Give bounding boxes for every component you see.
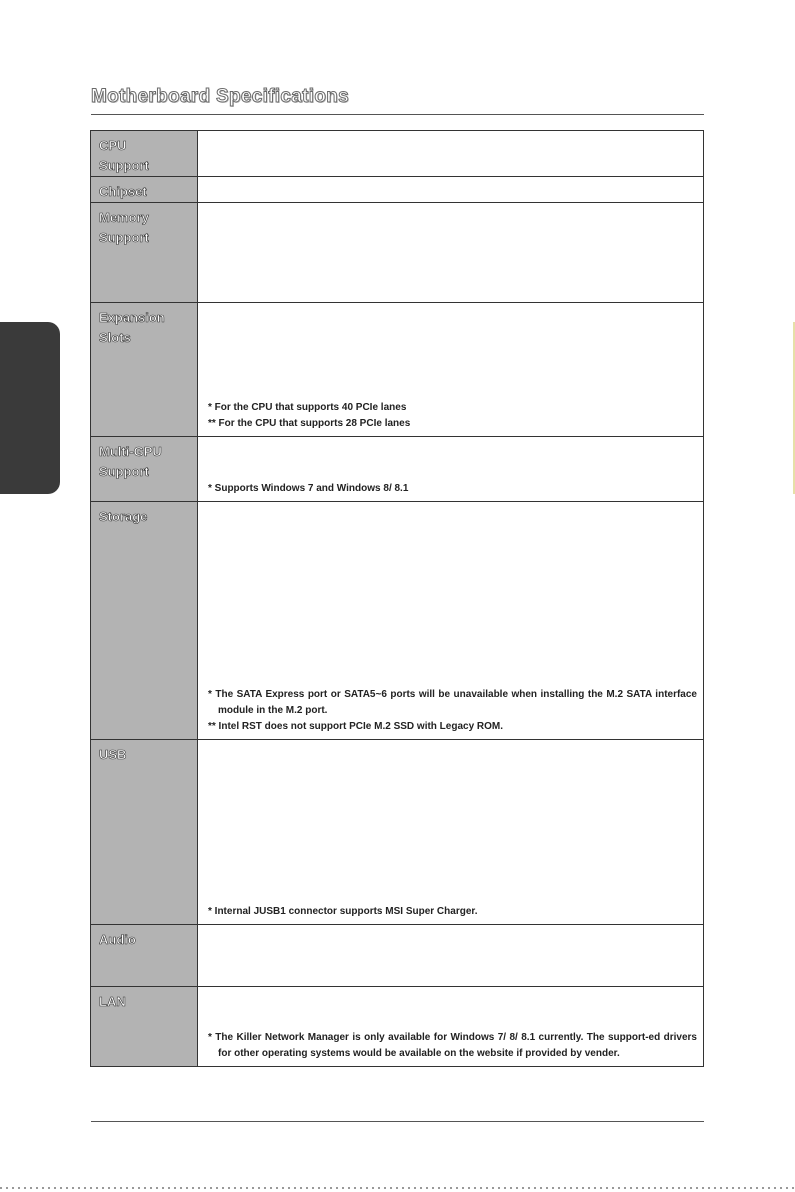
row-memory [91, 203, 704, 303]
row-content [198, 987, 704, 1067]
row-chipset [91, 177, 704, 203]
row-label: Memory Support [91, 203, 198, 303]
footnote: * For the CPU that supports 40 PCIe lanes [208, 402, 407, 413]
page-title: Motherboard Specifications [91, 86, 350, 107]
bottom-edge-dots [0, 1187, 795, 1189]
row-storage [91, 502, 704, 740]
row-lan [91, 987, 704, 1067]
footnote: * Supports Windows 7 and Windows 8/ 8.1 [208, 483, 409, 494]
row-label: Expansion Slots [91, 303, 198, 437]
row-multigpu [91, 437, 704, 502]
footnote: * The SATA Express port or SATA5~6 ports will be unavailable when installing the M.2 SATA interface module in the M.2 port. [208, 689, 697, 716]
row-label: Storage [91, 502, 198, 740]
row-label: CPU Support [91, 131, 198, 177]
row-content [198, 203, 704, 303]
spec-table [90, 130, 704, 1067]
row-content [198, 740, 704, 925]
row-label: LAN [91, 987, 198, 1067]
side-tab [0, 322, 60, 494]
footnotes [208, 687, 697, 735]
title-divider [91, 114, 704, 115]
row-expansion [91, 303, 704, 437]
row-content [198, 177, 704, 203]
footnote: * Internal JUSB1 connector supports MSI Super Charger. [208, 906, 478, 917]
row-usb [91, 740, 704, 925]
footnote: * The Killer Network Manager is only available for Windows 7/ 8/ 8.1 currently. The support-ed drivers for other operating systems would be available on the website if provided by vender. [208, 1032, 697, 1059]
footnotes [208, 400, 697, 432]
footnote: ** For the CPU that supports 28 PCIe lanes [208, 418, 411, 429]
row-content [198, 303, 704, 437]
row-content [198, 437, 704, 502]
row-label: USB [91, 740, 198, 925]
row-label: Chipset [91, 177, 198, 203]
row-label: Multi-GPU Support [91, 437, 198, 502]
footnotes [208, 904, 697, 920]
row-content [198, 925, 704, 987]
footnote: ** Intel RST does not support PCIe M.2 SSD with Legacy ROM. [208, 721, 504, 732]
row-cpu [91, 131, 704, 177]
footnotes [208, 1030, 697, 1062]
row-content [198, 502, 704, 740]
row-content [198, 131, 704, 177]
footnotes [208, 481, 697, 497]
row-label: Audio [91, 925, 198, 987]
footer-divider [91, 1121, 704, 1122]
row-audio [91, 925, 704, 987]
